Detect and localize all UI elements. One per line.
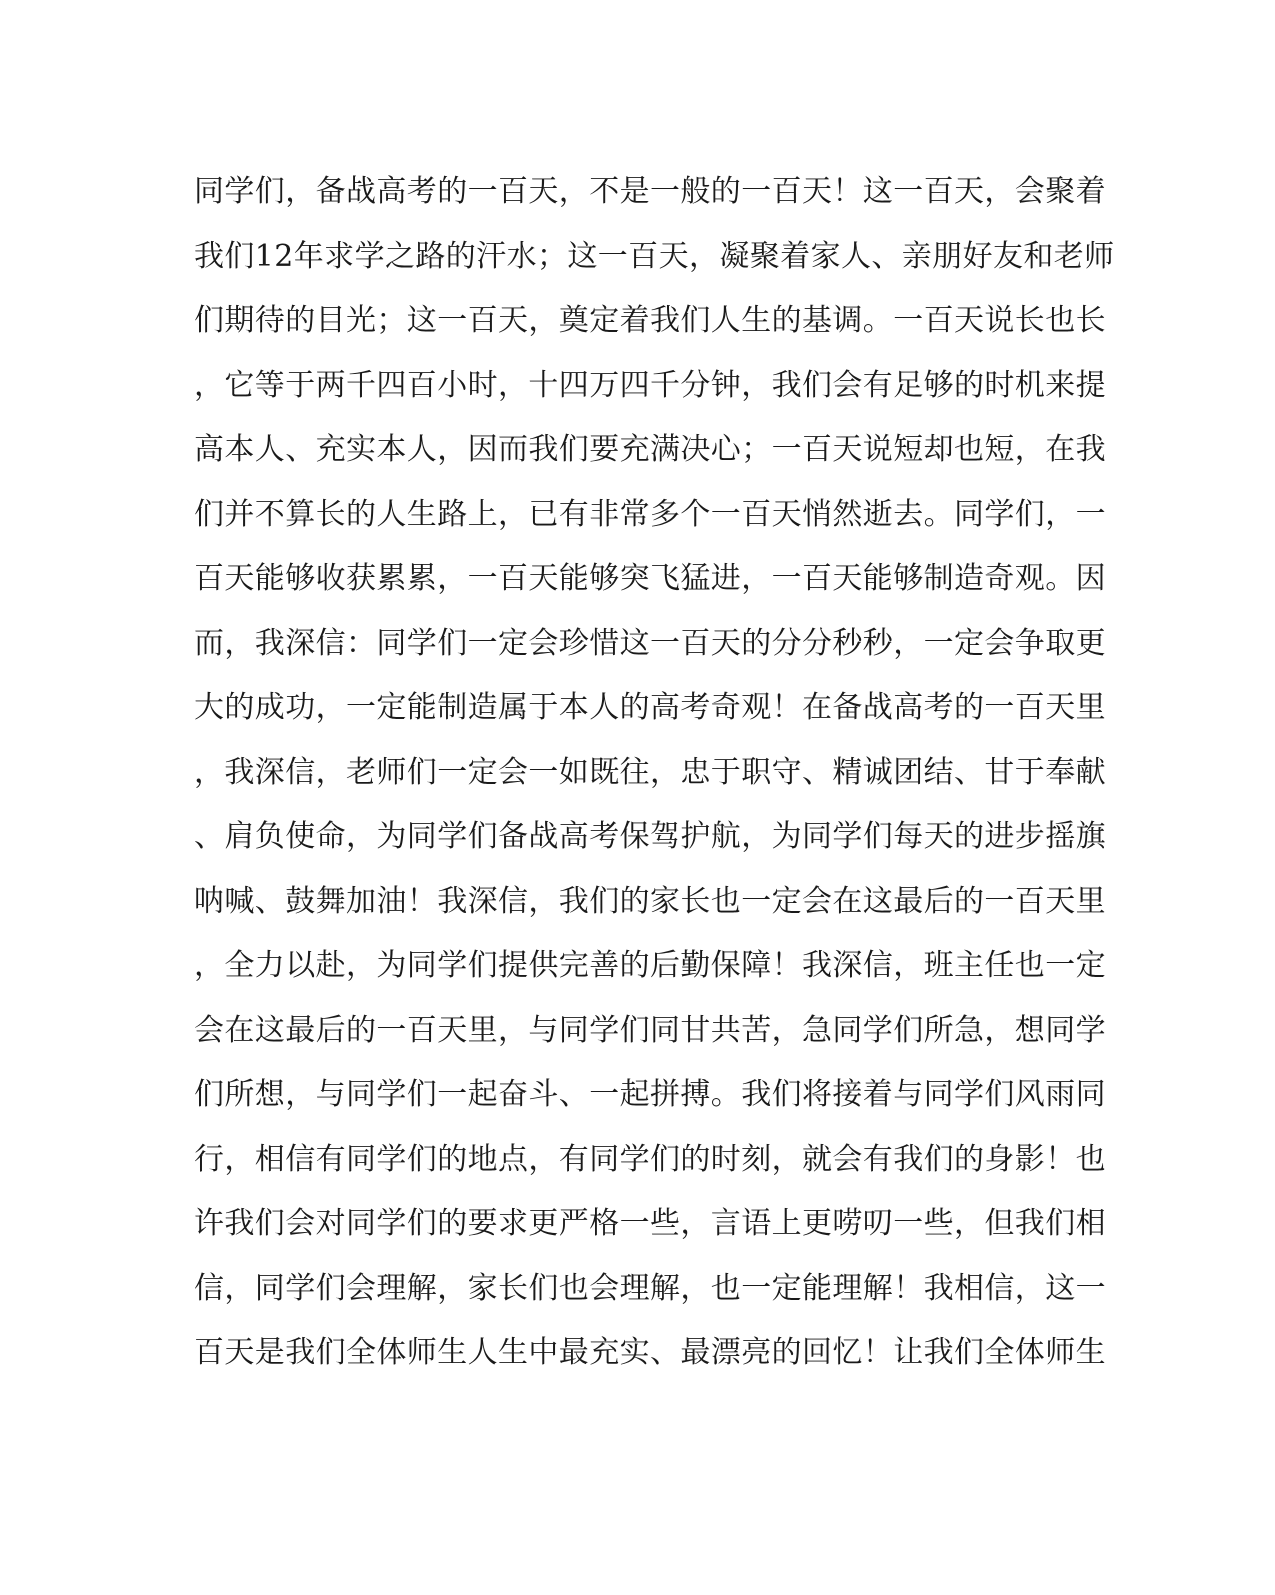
text-line: 们期待的目光；这一百天，奠定着我们人生的基调。一百天说长也长 <box>194 303 1106 338</box>
text-line: ，它等于两千四百小时，十四万四千分钟，我们会有足够的时机来提 <box>194 367 1106 403</box>
text-line: 许我们会对同学们的要求更严格一些，言语上更唠叨一些，但我们相 <box>194 1206 1106 1241</box>
text-line: 行，相信有同学们的地点，有同学们的时刻，就会有我们的身影！也 <box>194 1141 1106 1177</box>
text-line: ，我深信，老师们一定会一如既往，忠于职守、精诚团结、甘于奉献 <box>194 754 1106 790</box>
text-line: 百天是我们全体师生人生中最充实、最漂亮的回忆！让我们全体师生 <box>194 1335 1106 1370</box>
text-line: 我们12年求学之路的汗水；这一百天，凝聚着家人、亲朋好友和老师 <box>194 238 1115 274</box>
speech-paragraph <box>194 160 1115 1386</box>
text-line: 会在这最后的一百天里，与同学们同甘共苦，急同学们所急，想同学 <box>194 1012 1106 1048</box>
text-line: 而，我深信：同学们一定会珍惜这一百天的分分秒秒，一定会争取更 <box>194 625 1106 661</box>
text-line: 信，同学们会理解，家长们也会理解，也一定能理解！我相信，这一 <box>194 1270 1106 1306</box>
text-line: 大的成功，一定能制造属于本人的高考奇观！在备战高考的一百天里 <box>194 690 1106 725</box>
text-line: 、肩负使命，为同学们备战高考保驾护航，为同学们每天的进步摇旗 <box>194 819 1106 854</box>
text-line: 们所想，与同学们一起奋斗、一起拼搏。我们将接着与同学们风雨同 <box>194 1077 1106 1112</box>
text-line: 们并不算长的人生路上，已有非常多个一百天悄然逝去。同学们，一 <box>194 496 1106 532</box>
text-line: 高本人、充实本人，因而我们要充满决心；一百天说短却也短，在我 <box>194 432 1106 467</box>
text-line: 同学们，备战高考的一百天，不是一般的一百天！这一百天，会聚着 <box>194 174 1106 209</box>
text-line: ，全力以赴，为同学们提供完善的后勤保障！我深信，班主任也一定 <box>194 948 1106 983</box>
text-line: 百天能够收获累累，一百天能够突飞猛进，一百天能够制造奇观。因 <box>194 561 1106 596</box>
text-line: 呐喊、鼓舞加油！我深信，我们的家长也一定会在这最后的一百天里 <box>194 883 1106 919</box>
